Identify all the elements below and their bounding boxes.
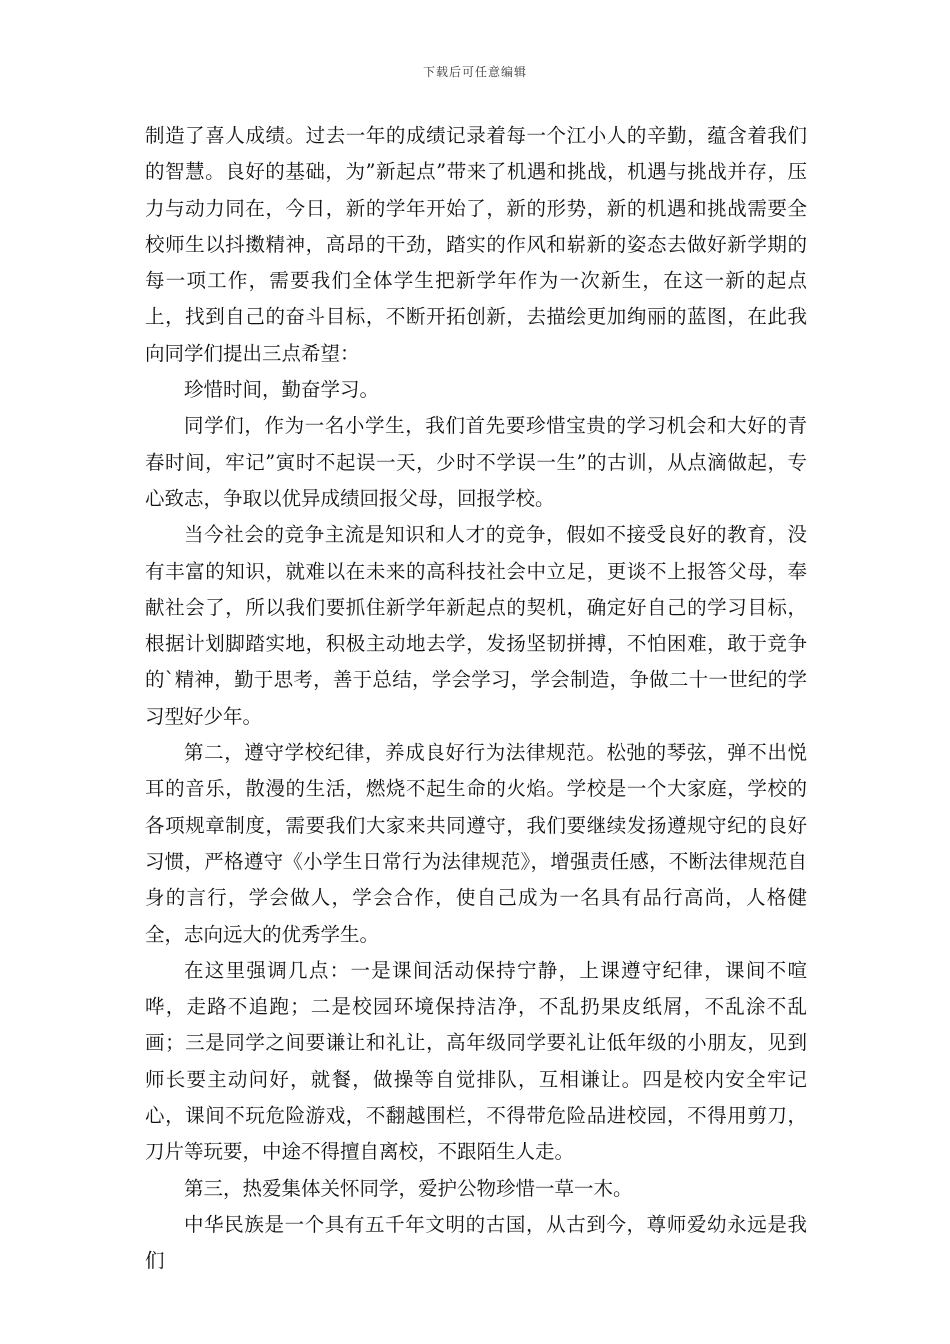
paragraph-tradition: 中华民族是一个具有五千年文明的古国，从古到今，尊师爱幼永远是我们 bbox=[145, 1212, 807, 1273]
paragraph-point-one-heading: 珍惜时间，勤奋学习。 bbox=[184, 378, 380, 402]
paragraph-continuation: 制造了喜人成绩。过去一年的成绩记录着每一个江小人的辛勤，蕴含着我们的智慧。良好的基础，为”新起点”带来了机遇和挑战，机遇与挑战并存，压力与动力同在，今日，新的学年开始了，新的形势，新的机遇和挑战需要全校师生以抖擞精神，高昂的干劲，踏实的作风和崭新的姿态去做好新学期的每一项工作，需要我们全体学生把新学年作为一次新生，在这一新的起点上，找到自己的奋斗目标，不断开拓创新，去描绘更加绚丽的蓝图，在此我向同学们提出三点希望： bbox=[145, 124, 807, 365]
paragraph-point-two: 第二，遵守学校纪律，养成良好行为法律规范。松弛的琴弦，弹不出悦耳的音乐，散漫的生活，燃烧不起生命的火焰。学校是一个大家庭，学校的各项规章制度，需要我们大家来共同遵守，我们要继续发扬遵规守纪的良好习惯，严格遵守《小学生日常行为法律规范》，增强责任感，不断法律规范自身的言行，学会做人，学会合作，使自己成为一名具有品行高尚，人格健全，志向远大的优秀学生。 bbox=[145, 741, 807, 946]
document-body bbox=[145, 118, 807, 1280]
paragraph-study: 同学们，作为一名小学生，我们首先要珍惜宝贵的学习机会和大好的青春时间，牢记”寅时不起误一天，少时不学误一生”的古训，从点滴做起，专心致志，争取以优异成绩回报父母，回报学校。 bbox=[145, 414, 807, 510]
paragraph-emphasis: 在这里强调几点：一是课间活动保持宁静，上课遵守纪律，课间不喧哗，走路不追跑；二是校园环境保持洁净，不乱扔果皮纸屑，不乱涂不乱画；三是同学之间要谦让和礼让，高年级同学要礼让低年级的小朋友，见到师长要主动问好，就餐，做操等自觉排队，互相谦让。四是校内安全牢记心，课间不玩危险游戏，不翻越围栏，不得带危险品进校园，不得用剪刀，刀片等玩要，中途不得擅自离校，不跟陌生人走。 bbox=[145, 958, 807, 1164]
header-note: 下载后可任意编辑 bbox=[422, 65, 527, 79]
paragraph-point-three-heading: 第三，热爱集体关怀同学，爱护公物珍惜一草一木。 bbox=[184, 1176, 633, 1200]
paragraph-competition: 当今社会的竞争主流是知识和人才的竞争，假如不接受良好的教育，没有丰富的知识，就难以在未来的高科技社会中立足，更谈不上报答父母，奉献社会了，所以我们要抓住新学年新起点的契机，确定好自己的学习目标，根据计划脚踏实地，积极主动地去学，发扬坚韧拼搏，不怕困难，敢于竞争的`精神，勤于思考，善于总结，学会学习，学会制造，争做二十一世纪的学习型好少年。 bbox=[145, 523, 807, 728]
